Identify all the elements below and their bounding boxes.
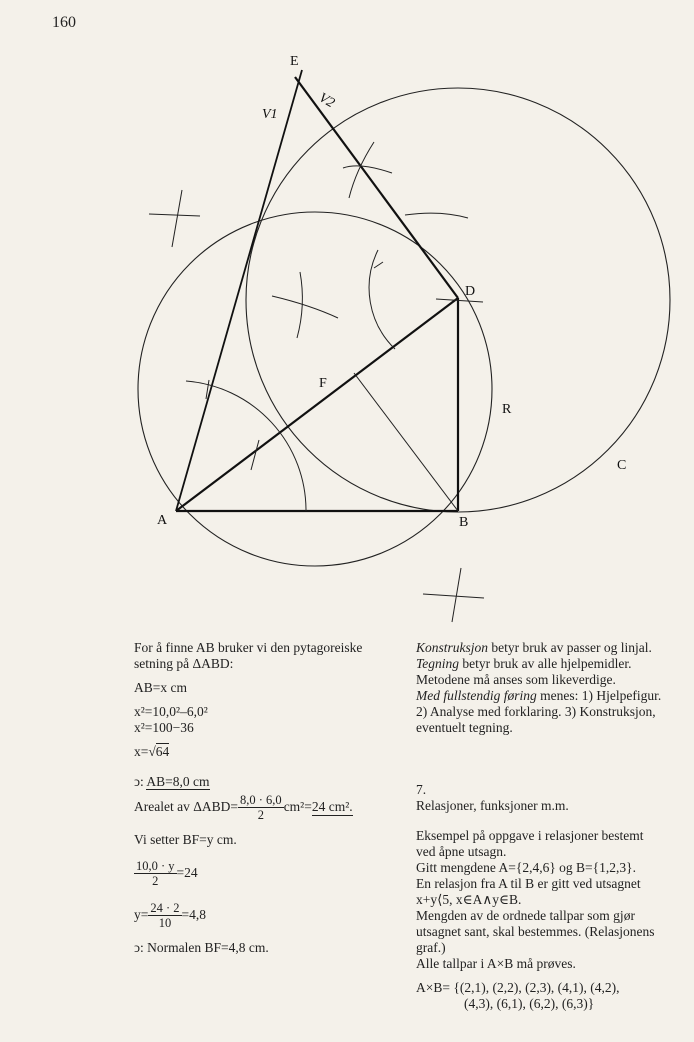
example-line-4: En relasjon fra A til B er gitt ved utsagnet — [416, 876, 641, 891]
arc-top-1 — [343, 166, 392, 173]
label-c: C — [617, 458, 627, 473]
equation-5: y= $\frac{24 \cdot 2}{10}$ =4,8 — [134, 900, 207, 930]
area-equation: Arealet av ΔABD= $\frac{8,0 \cdot 6,0}{2}$ cm²= 24 cm². — [134, 792, 353, 822]
foring-line: Med fullstendig føring menes: 1) Hjelpefigur. — [416, 688, 662, 703]
label-d: D — [465, 284, 476, 299]
foring-line-3: eventuelt tegning. — [416, 720, 513, 735]
example-line-1: Eksempel på oppgave i relasjoner bestemt — [416, 828, 644, 843]
tick-ad — [251, 440, 259, 470]
segment-ae — [176, 70, 302, 511]
label-b: B — [459, 515, 469, 530]
ab-definition: AB=x cm — [134, 680, 187, 695]
label-f: F — [319, 376, 327, 391]
segment-ad — [176, 298, 458, 511]
intro-line-2: setning på ΔABD: — [134, 656, 234, 671]
equation-2: x²=100−36 — [134, 720, 194, 735]
equation-1: x²=10,0²–6,0² — [134, 704, 208, 719]
product-line-2: (4,3), (6,1), (6,2), (6,3)} — [464, 996, 595, 1011]
example-line-2: ved åpne utsagn. — [416, 844, 507, 859]
foring-line-2: 2) Analyse med forklaring. 3) Konstruksjon, — [416, 704, 656, 719]
example-line-6: Mengden av de ordnede tallpar som gjør — [416, 908, 635, 923]
label-r: R — [502, 402, 512, 417]
tick-left-v — [172, 190, 182, 247]
tick-left-h — [149, 214, 200, 216]
example-line-3: Gitt mengdene A={2,4,6} og B={1,2,3}. — [416, 860, 637, 875]
final-result: ↄ: Normalen BF=4,8 cm. — [134, 940, 269, 955]
example-line-8: graf.) — [416, 940, 446, 955]
section-number: 7. — [416, 782, 427, 797]
tick-bottom-h — [423, 594, 484, 598]
normal-bf — [354, 373, 458, 511]
tegning-line: Tegning betyr bruk av alle hjelpemidler. — [416, 656, 632, 671]
tick-de — [374, 262, 383, 268]
label-a: A — [157, 513, 168, 528]
arc-angle-a — [186, 381, 306, 511]
equation-3: x=√64 — [134, 744, 170, 759]
section-title: Relasjoner, funksjoner m.m. — [416, 798, 569, 813]
example-line-7: utsagnet sant, skal bestemmes. (Relasjonens — [416, 924, 655, 939]
label-e: E — [290, 54, 299, 69]
right-column — [416, 640, 676, 1012]
tick-d — [436, 299, 483, 302]
intro-line-1: For å finne AB bruker vi den pytagoreiske — [134, 640, 363, 655]
arc-angle-d — [369, 250, 395, 349]
arc-mid-2 — [297, 272, 302, 338]
segment-de — [295, 77, 458, 298]
label-v1: V1 — [262, 107, 278, 122]
label-v2: V2 — [316, 90, 337, 112]
left-column — [134, 640, 399, 956]
product-line-1: A×B= {(2,1), (2,2), (2,3), (4,1), (4,2), — [416, 980, 620, 995]
example-line-5: x+y⟨5, x∈A∧y∈B. — [416, 892, 522, 907]
arc-mid-1 — [272, 296, 338, 318]
konstruksjon-line: Konstruksjon betyr bruk av passer og linjal. — [416, 640, 652, 655]
arc-upper-right — [405, 213, 468, 218]
equation-4: $\frac{10,0 \cdot y}{2}$ =24 — [136, 858, 198, 888]
arc-top-2 — [349, 142, 374, 198]
tick-bottom-v — [452, 568, 461, 622]
circle-r — [138, 212, 492, 566]
method-line: Metodene må anses som likeverdige. — [416, 672, 616, 687]
page-number: 160 — [52, 14, 76, 31]
example-line-9: Alle tallpar i A×B må prøves. — [416, 956, 576, 971]
result-ab: ↄ: AB=8,0 cm — [134, 774, 210, 789]
bf-definition: Vi setter BF=y cm. — [134, 832, 237, 847]
